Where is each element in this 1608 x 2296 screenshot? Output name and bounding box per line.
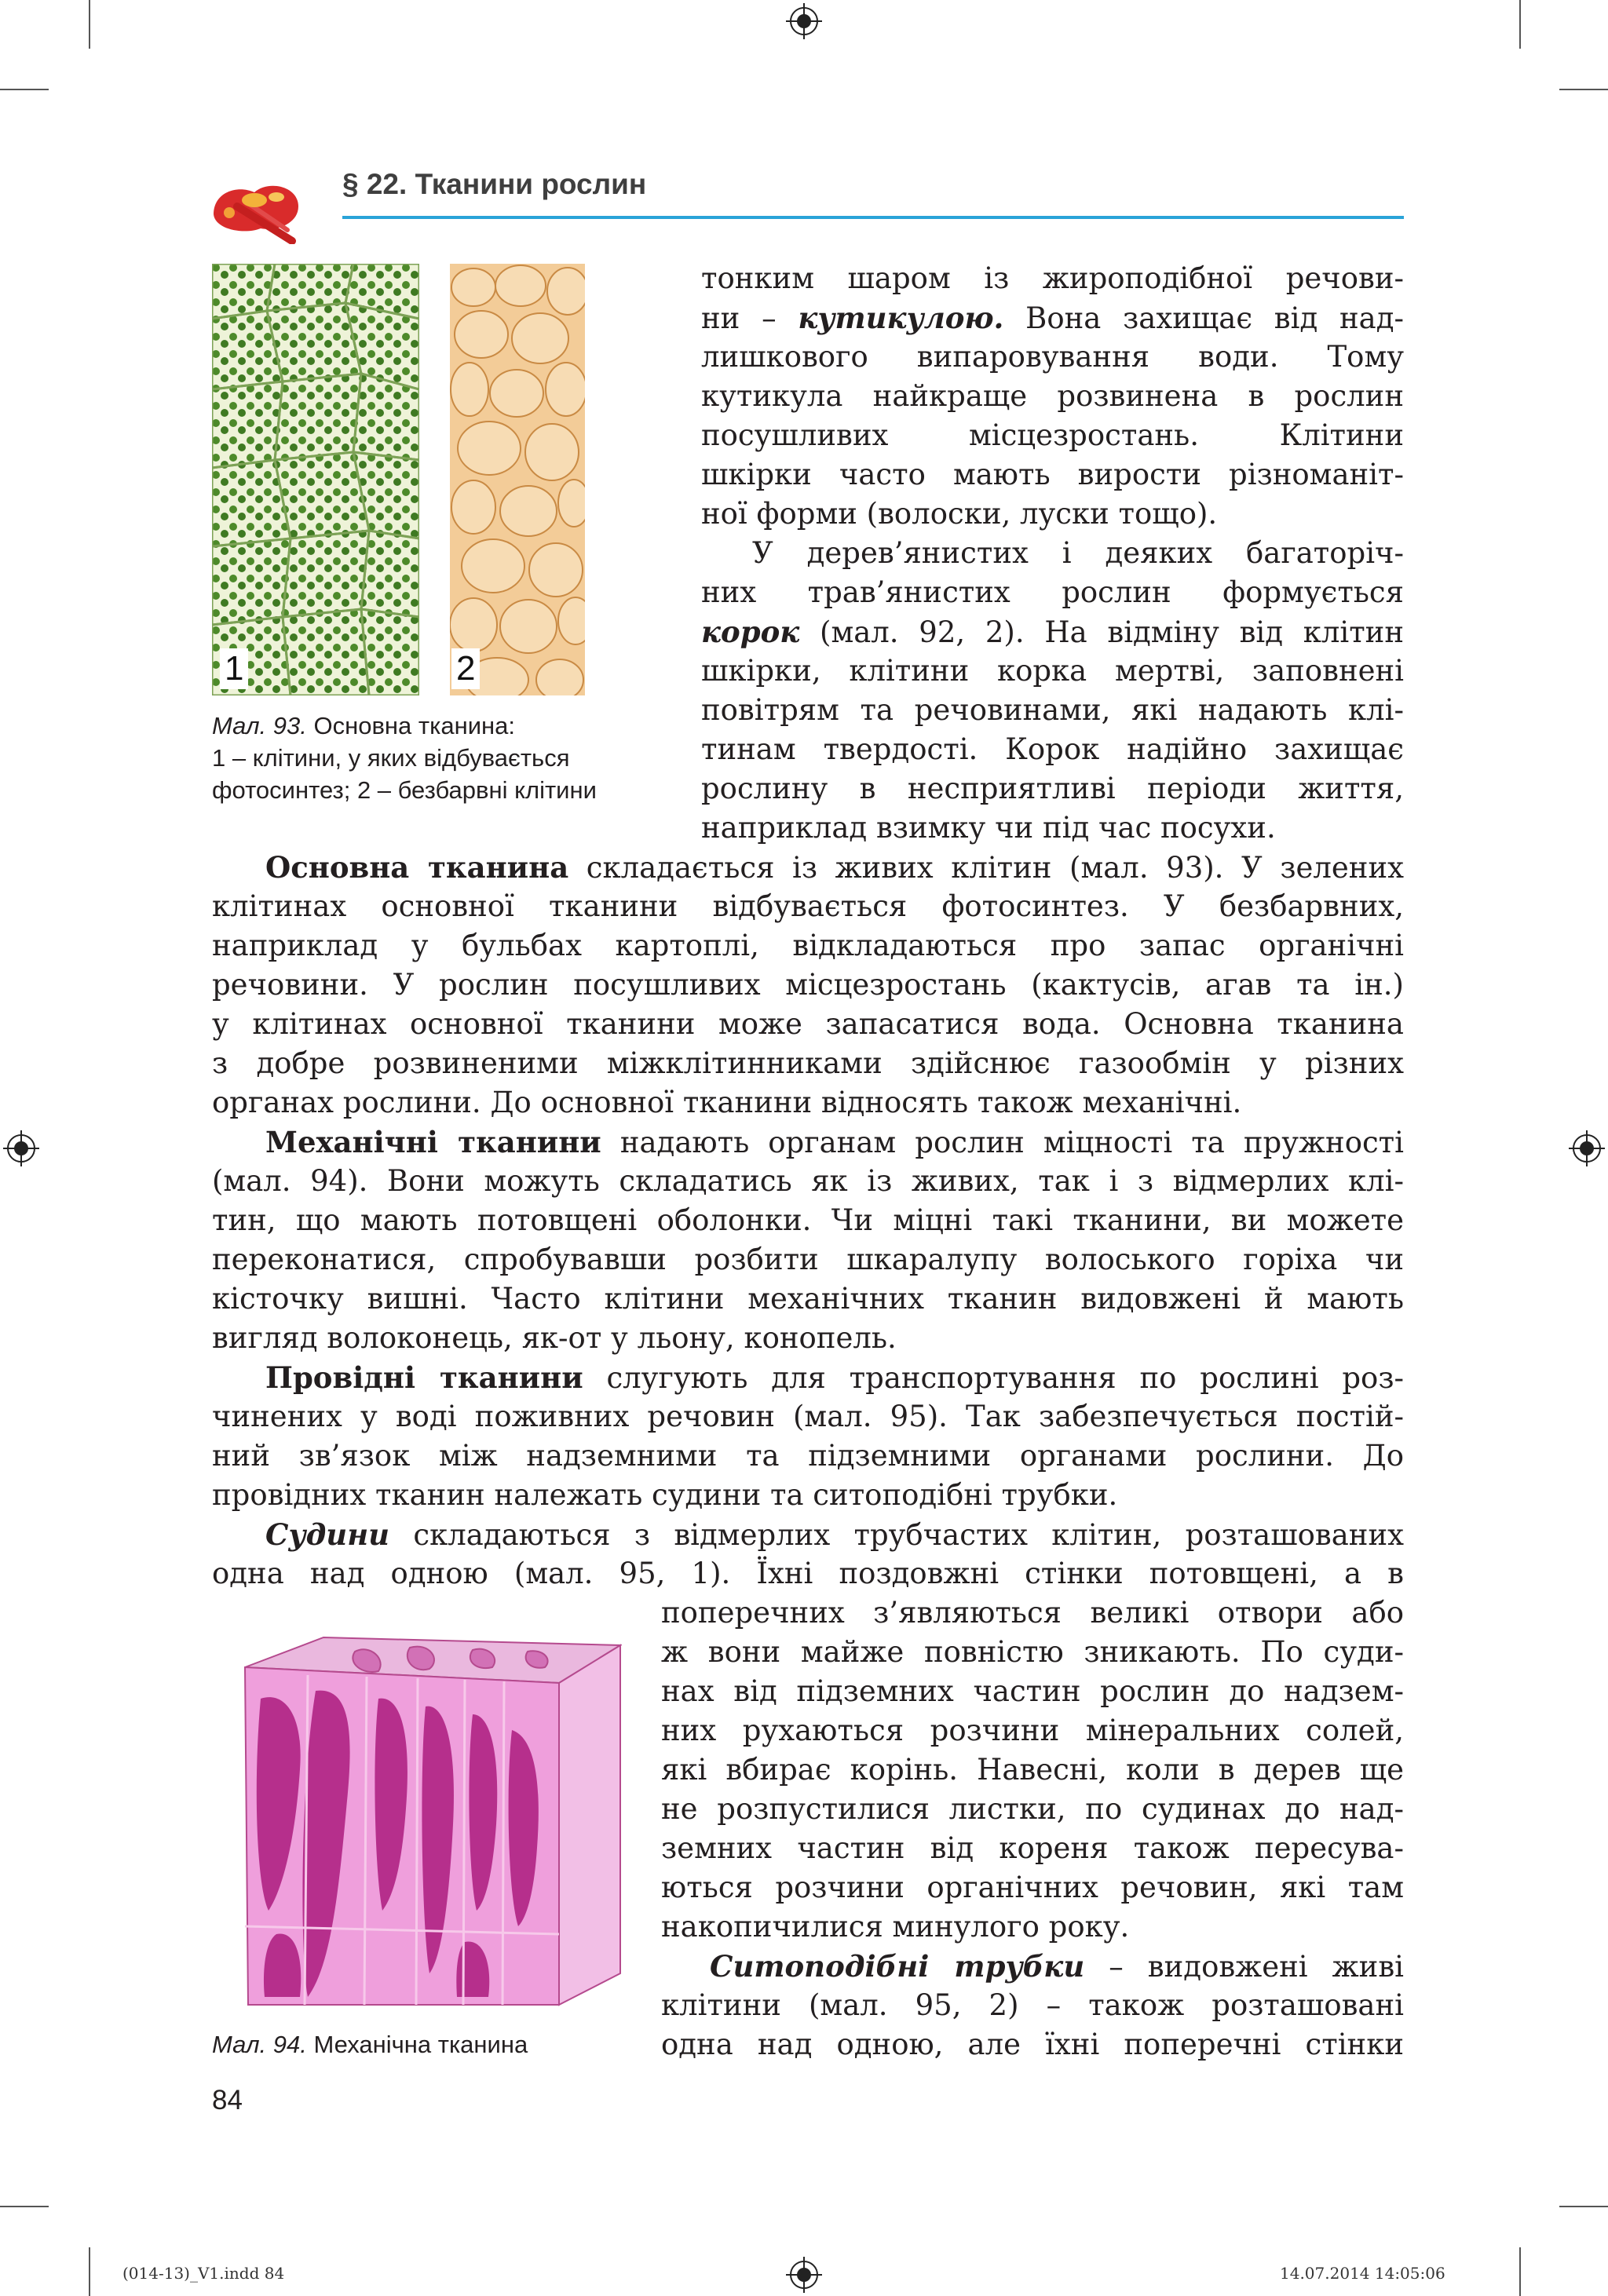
text-line: Судини складаються з відмерлих трубчастих клітин, розташованих: [265, 1517, 1404, 1552]
registration-mark-icon: [1569, 1130, 1605, 1166]
text-line: Механічні тканини надають органам рослин міцності та пружності: [265, 1125, 1404, 1159]
text-line: тин, що мають потовщені оболонки. Чи міцні такі тканини, ви можете: [212, 1203, 1404, 1237]
text-line: накопичилися минулого року.: [661, 1910, 1130, 1944]
plant-tissue-icon: [206, 169, 306, 244]
text-line: ж вони майже повністю зникають. По суди-: [661, 1635, 1404, 1669]
text-line: корок (мал. 92, 2). На відміну від клітин: [701, 615, 1404, 649]
crop-mark: [0, 89, 49, 90]
text-line: Основна тканина складається із живих клітин (мал. 93). У зелених: [265, 850, 1404, 885]
text-line: чинених у воді поживних речовин (мал. 95). Так забезпечується постій-: [212, 1400, 1404, 1433]
text-line: провідних тканин належать судини та ситоподібні трубки.: [212, 1478, 1118, 1512]
text-line: ються розчини органічних речовин, які там: [661, 1871, 1404, 1904]
text-line: шкірки часто мають вирости різноманіт-: [701, 458, 1404, 491]
crop-mark: [1559, 2206, 1608, 2207]
text-line: посушливих місцезростань. Клітини: [701, 418, 1404, 452]
text-line: клітини (мал. 95, 2) – також розташовані: [661, 1988, 1404, 2022]
print-slug-left: (014-13)_V1.indd 84: [122, 2264, 285, 2283]
term-ground-tissue: Основна тканина: [265, 850, 569, 885]
text-line: шкірки, клітини корка мертві, заповнені: [701, 654, 1404, 688]
term-conducting-tissue: Провідні тканини: [265, 1360, 583, 1395]
text-line: одна над одною (мал. 95, 1). Їхні поздовжні стінки потовщені, а в: [212, 1557, 1404, 1590]
text-line: нах від підземних частин рослин до надзем-: [661, 1674, 1404, 1708]
caption-line: 1 – клітини, у яких відбувається: [212, 744, 570, 772]
caption-label: Мал. 93.: [212, 712, 307, 739]
text-line: не розпустилися листки, по судинах до над-: [661, 1792, 1404, 1826]
text-line: кутикула найкраще розвинена в рослин: [701, 379, 1404, 413]
text-line: клітинах основної тканини відбувається фотосинтез. У безбарвних,: [212, 889, 1404, 923]
figure-93-colorless-cells: [450, 264, 585, 695]
caption-line: фотосинтез; 2 – безбарвні клітини: [212, 776, 597, 804]
text-line: ної форми (волоски, луски тощо).: [701, 497, 1218, 531]
figure-label-1: 1: [220, 648, 248, 689]
figure-93-green-cells: [212, 264, 419, 695]
term-vessels: Судини: [265, 1517, 390, 1552]
text-line: них рухаються розчини мінеральних солей,: [661, 1714, 1404, 1747]
text-line: них трав’янистих рослин формується: [701, 575, 1404, 609]
crop-mark: [89, 2247, 90, 2296]
text-line: тонким шаром із жироподібної речови-: [701, 261, 1404, 295]
text-line: Ситоподібні трубки – видовжені живі: [710, 1949, 1404, 1984]
figure-93-caption: [212, 710, 683, 806]
term-cork: корок: [701, 615, 800, 649]
text-line: тинам твердості. Корок надійно захищає: [701, 732, 1404, 766]
registration-mark-icon: [786, 2257, 822, 2293]
text-line: рослину в несприятливі періоди життя,: [701, 772, 1404, 805]
caption-text: Механічна тканина: [306, 2031, 528, 2058]
text-line: кісточку вишні. Часто клітини механічних тканин видовжені й мають: [212, 1282, 1404, 1316]
caption-label: Мал. 94.: [212, 2031, 307, 2058]
registration-mark-icon: [786, 3, 822, 39]
figure-label-2: 2: [451, 648, 480, 689]
text-line: (мал. 94). Вони можуть складатись як із живих, так і з відмерлих клі-: [212, 1164, 1404, 1198]
text-line: переконатися, спробувавши розбити шкаралупу волоського горіха чи: [212, 1243, 1404, 1276]
figure-94-caption: [212, 2028, 652, 2061]
crop-mark: [1519, 2247, 1521, 2296]
crop-mark: [89, 0, 90, 49]
crop-mark: [1559, 89, 1608, 90]
text-line: наприклад у бульбах картоплі, відкладаються про запас органічні: [212, 929, 1404, 962]
page-number: 84: [212, 2085, 243, 2115]
text-line: У дерев’янистих і деяких багаторіч-: [752, 536, 1404, 570]
crop-mark: [1519, 0, 1521, 49]
print-slug-right: 14.07.2014 14:05:06: [1280, 2264, 1445, 2283]
text-line: одна над одною, але їхні поперечні стінки: [661, 2028, 1404, 2061]
term-cuticle: кутикулою.: [798, 301, 1004, 335]
term-mechanical-tissue: Механічні тканини: [265, 1125, 601, 1159]
text-line: повітрям та речовинами, які надають клі-: [701, 693, 1404, 727]
text-line: які вбирає корінь. Навесні, коли в дерев ще: [661, 1753, 1404, 1787]
text-line: земних частин від кореня також пересува-: [661, 1831, 1404, 1865]
text-line: лишкового випаровування води. Тому: [701, 340, 1404, 374]
section-title: § 22. Тканини рослин: [342, 168, 647, 200]
crop-mark: [0, 2206, 49, 2207]
text-line: поперечних з’являються великі отвори або: [661, 1596, 1404, 1630]
text-line: ни – кутикулою. Вона захищає від над-: [701, 301, 1404, 335]
text-line: ний зв’язок між надземними та підземними органами рослини. До: [212, 1439, 1404, 1473]
text-line: вигляд волоконець, як-от у льону, конопель.: [212, 1321, 897, 1355]
text-line: з добре розвиненими міжклітинниками здійснює газообмін у різних: [212, 1046, 1404, 1080]
term-sieve-tubes: Ситоподібні трубки: [710, 1949, 1085, 1984]
registration-mark-icon: [3, 1130, 39, 1166]
text-line: органах рослини. До основної тканини відносять також механічні.: [212, 1086, 1242, 1119]
text-line: Провідні тканини слугують для транспортування по рослині роз-: [265, 1360, 1405, 1395]
header-rule: [342, 216, 1404, 219]
text-line: наприклад взимку чи під час посухи.: [701, 811, 1276, 845]
figure-94-mechanical-tissue: [229, 1628, 622, 2020]
text-line: у клітинах основної тканини може запасатися вода. Основна тканина: [212, 1007, 1404, 1041]
text-line: речовини. У рослин посушливих місцезростань (кактусів, агав та ін.): [212, 968, 1404, 1002]
caption-text: Основна тканина:: [306, 712, 515, 739]
